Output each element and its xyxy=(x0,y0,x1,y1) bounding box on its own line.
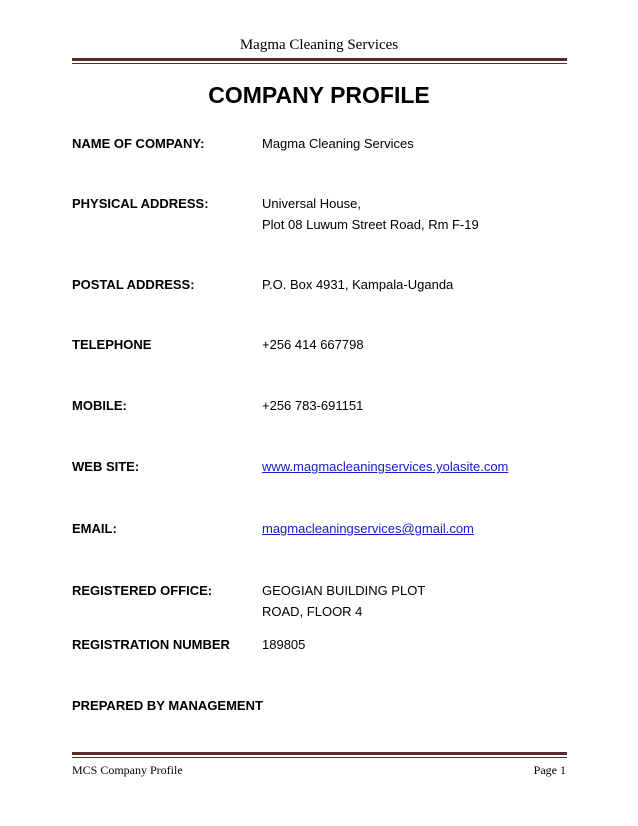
physical-address-line2: Plot 08 Luwum Street Road, Rm F-19 xyxy=(262,217,479,232)
registration-number-value: 189805 xyxy=(262,637,306,652)
website-value xyxy=(262,456,508,477)
telephone-label: TELEPHONE xyxy=(72,337,152,352)
mobile-label: MOBILE: xyxy=(72,398,127,413)
company-name-label: NAME OF COMPANY: xyxy=(72,136,205,151)
registered-office-line1: GEOGIAN BUILDING PLOT xyxy=(262,583,426,598)
mobile-value: +256 783-691151 xyxy=(262,398,364,413)
header-rule-thick xyxy=(72,58,567,61)
page-number: Page 1 xyxy=(533,763,566,777)
physical-address-line1: Universal House, xyxy=(262,196,361,211)
website-label: WEB SITE: xyxy=(72,459,140,474)
website-link[interactable]: www.magmacleaningservices.yolasite.com xyxy=(262,459,509,474)
email-value xyxy=(262,518,474,539)
company-name-value: Magma Cleaning Services xyxy=(262,136,414,151)
footer-rule-thin xyxy=(72,757,567,758)
email-link[interactable]: magmacleaningservices@gmail.com xyxy=(262,521,474,536)
header-rule-thin xyxy=(72,63,567,64)
running-header: Magma Cleaning Services xyxy=(239,37,399,53)
registered-office-label: REGISTERED OFFICE: xyxy=(72,583,213,598)
prepared-by-label: PREPARED BY MANAGEMENT xyxy=(72,698,263,713)
physical-address-label: PHYSICAL ADDRESS: xyxy=(72,196,209,211)
registration-number-label: REGISTRATION NUMBER xyxy=(72,637,230,652)
registered-office-value xyxy=(262,580,425,622)
footer-doc-name: MCS Company Profile xyxy=(72,763,183,777)
email-label: EMAIL: xyxy=(72,521,117,536)
registered-office-line2: ROAD, FLOOR 4 xyxy=(262,604,363,619)
postal-address-label: POSTAL ADDRESS: xyxy=(72,277,195,292)
telephone-value: +256 414 667798 xyxy=(262,337,364,352)
postal-address-value: P.O. Box 4931, Kampala-Uganda xyxy=(262,277,454,292)
page-title: COMPANY PROFILE xyxy=(208,82,430,108)
physical-address-value xyxy=(262,193,479,235)
footer-rule-thick xyxy=(72,752,567,755)
